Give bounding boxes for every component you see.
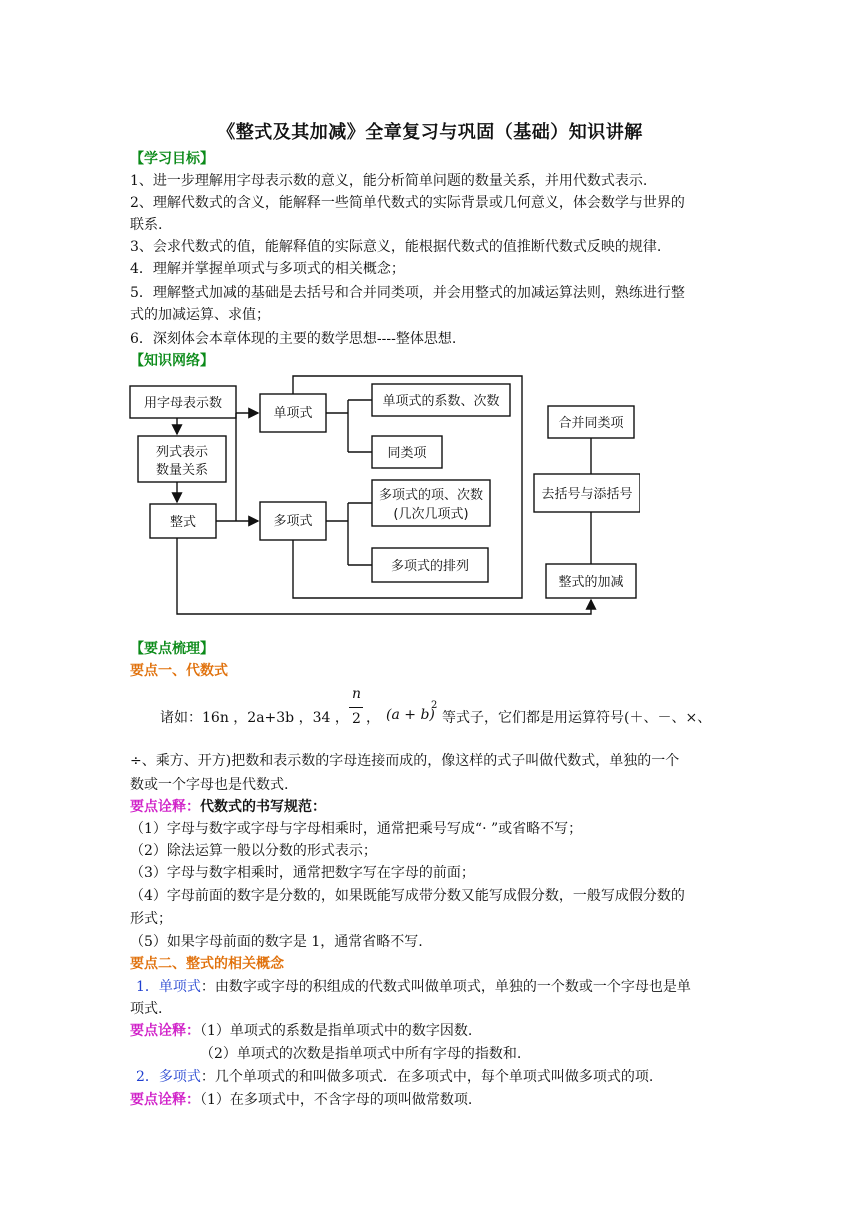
page-title: 《整式及其加减》全章复习与巩固（基础）知识讲解 (217, 122, 643, 143)
label-letters: 用字母表示数 (143, 396, 223, 411)
objective-line: 3、会求代数式的值，能解释值的实际意义，能根据代数式的值推断代数式反映的规律. (130, 239, 662, 255)
monomial-number: 1． (136, 979, 159, 995)
label-combine: 合并同类项 (558, 416, 624, 431)
monomial-term: 单项式 (158, 979, 201, 995)
objective-line: 式的加减运算、求值； (130, 307, 270, 323)
monomial-note (130, 1022, 740, 1040)
polynomial-def: ：几个单项式的和叫做多项式．在多项式中，每个单项式叫做多项式的项. (200, 1069, 654, 1085)
monomial-note-1: （1）单项式的系数是指单项式中的数字因数. (200, 1023, 473, 1039)
label-brackets: 去括号与添括号 (541, 487, 633, 502)
rule-line: （4）字母前面的数字是分数的，如果既能写成带分数又能写成假分数，一般写成假分数的 (130, 888, 685, 904)
polynomial-note (130, 1091, 740, 1109)
note-label: 要点诠释： (130, 1023, 200, 1039)
note-line (130, 798, 740, 816)
rule-line: （2）除法运算一般以分数的形式表示； (130, 843, 377, 859)
objective-line: 6．深刻体会本章体现的主要的数学思想----整体思想. (130, 331, 457, 347)
label-terms1: 多项式的项、次数 (378, 488, 484, 503)
monomial-line (136, 978, 746, 996)
definition-line: ÷、乘方、开方)把数和表示数的字母连接而成的，像这样的式子叫做代数式，单独的一个 (130, 753, 680, 769)
rule-line: （5）如果字母前面的数字是 1，通常省略不写. (130, 934, 423, 950)
label-expr2: 数量关系 (155, 463, 209, 478)
power-base: (a + b) (386, 707, 435, 723)
rule-line: （1）字母与数字或字母与字母相乘时，通常把乘号写成“· ”或省略不写； (130, 821, 583, 837)
network-heading: 【知识网络】 (130, 353, 214, 369)
fraction-denominator: 2 (352, 711, 361, 727)
polynomial-line (136, 1068, 746, 1086)
note-label: 要点诠释： (130, 799, 200, 815)
point1-heading: 要点一、代数式 (130, 663, 228, 679)
objective-line: 4．理解并掌握单项式与多项式的相关概念； (130, 261, 405, 277)
rule-line: 形式； (130, 911, 172, 927)
objective-line: 2、理解代数式的含义，能解释一些简单代数式的实际背景或几何意义，体会数学与世界的 (130, 195, 685, 211)
fraction-numerator: n (352, 686, 362, 702)
label-like: 同类项 (387, 446, 427, 461)
objective-line: 5．理解整式加减的基础是去括号和合并同类项，并会用整式的加减运算法则，熟练进行整 (130, 285, 685, 301)
monomial-line-cont: 项式. (130, 1001, 163, 1017)
label-addsub: 整式的加减 (558, 575, 624, 590)
monomial-def: ：由数字或字母的积组成的代数式叫做单项式，单独的一个数或一个字母也是单 (200, 979, 691, 995)
definition-line: 数或一个字母也是代数式. (130, 777, 289, 793)
label-order: 多项式的排列 (390, 559, 470, 574)
power-exponent: 2 (431, 700, 438, 711)
rule-line: （3）字母与数字相乘时，通常把数字写在字母的前面； (130, 865, 475, 881)
example-comma: ， (366, 710, 380, 726)
label-danxiang: 单项式 (273, 406, 313, 421)
polynomial-number: 2． (136, 1069, 159, 1085)
point2-heading: 要点二、整式的相关概念 (130, 956, 284, 972)
note-label: 要点诠释： (130, 1092, 200, 1108)
note-title: 代数式的书写规范： (200, 799, 326, 815)
label-duoxiang: 多项式 (273, 514, 313, 529)
knowledge-network-diagram (120, 370, 640, 620)
polynomial-term: 多项式 (158, 1069, 201, 1085)
label-terms2: (几次几项式) (393, 507, 469, 522)
monomial-note-2: （2）单项式的次数是指单项式中所有字母的指数和. (200, 1046, 522, 1062)
label-expr1: 列式表示 (155, 445, 209, 460)
example-post: 等式子，它们都是用运算符号(＋、－、×、 (442, 710, 712, 726)
fraction-bar (349, 707, 363, 708)
objectives-heading: 【学习目标】 (130, 151, 214, 167)
label-coef: 单项式的系数、次数 (382, 394, 500, 409)
keypoints-heading: 【要点梳理】 (130, 641, 214, 657)
objective-line: 1、进一步理解用字母表示数的意义，能分析简单问题的数量关系，并用代数式表示. (130, 173, 648, 189)
label-zhengshi: 整式 (169, 515, 197, 530)
polynomial-note-1: （1）在多项式中，不含字母的项叫做常数项. (200, 1092, 473, 1108)
example-pre: 诸如：16n ，2a+3b ，34 ， (160, 710, 349, 726)
objective-line: 联系. (130, 217, 163, 233)
